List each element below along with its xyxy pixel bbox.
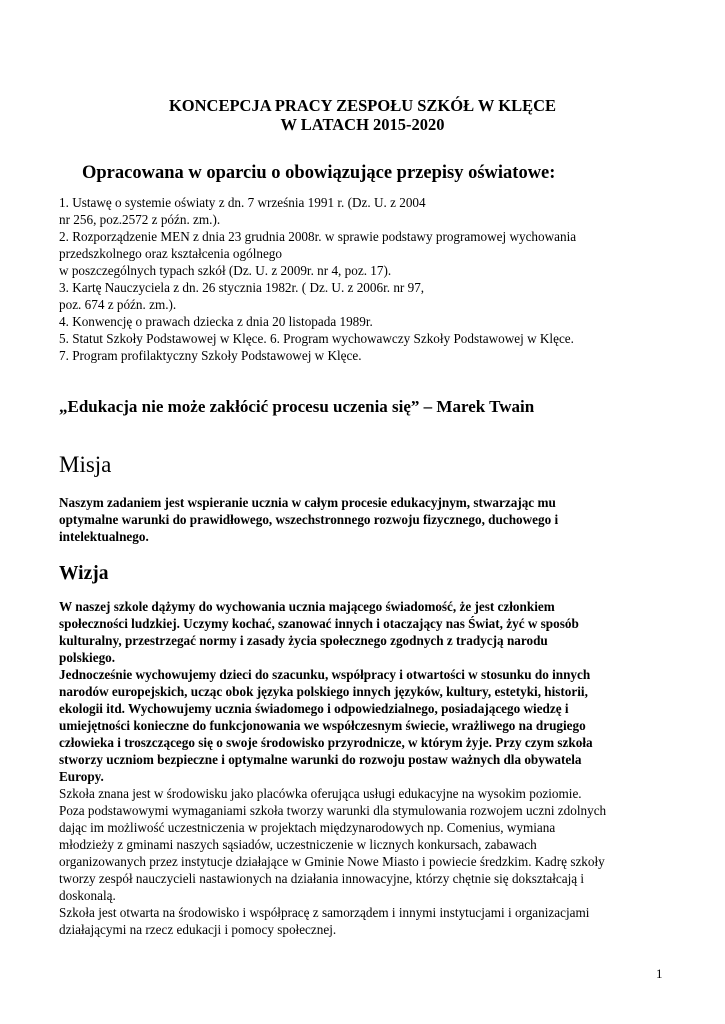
vision-heading: Wizja xyxy=(59,563,109,584)
vision-plain-line: młodzieży z gminami naszych sąsiadów, uczestniczenie w licznych konkursach, zabawach xyxy=(59,837,537,852)
mission-paragraph xyxy=(59,494,558,545)
vision-line: społeczności ludzkiej. Uczymy kochać, szanować innych i otaczający nas Świat, żyć w sposób xyxy=(59,616,579,631)
vision-line: polskiego. xyxy=(59,650,116,665)
mission-line: optymalne warunki do prawidłowego, wszechstronnego rozwoju fizycznego, duchowego i xyxy=(59,512,559,527)
vision-plain-line: działającymi na rzecz edukacji i pomocy społecznej. xyxy=(59,922,337,937)
vision-line: stworzy uczniom bezpieczne i optymalne warunki do rozwoju postaw ważnych dla obywatela xyxy=(59,752,582,767)
legal-basis-list xyxy=(59,194,576,364)
legal-basis-line: nr 256, poz.2572 z późn. zm.). xyxy=(59,212,221,227)
legal-basis-line: 4. Konwencję o prawach dziecka z dnia 20 listopada 1989r. xyxy=(59,314,373,329)
legal-basis-line: przedszkolnego oraz kształcenia ogólnego xyxy=(59,246,282,261)
vision-line: umiejętności konieczne do funkcjonowania we współczesnym świecie, wrażliwego na drugiego xyxy=(59,718,586,733)
legal-basis-line: 2. Rozporządzenie MEN z dnia 23 grudnia 2008r. w sprawie podstawy programowej wychowania xyxy=(59,229,577,244)
vision-plain-line: Szkoła jest otwarta na środowisko i współpracę z samorządem i innymi instytucjami i organizacjami xyxy=(59,905,590,920)
vision-line: ekologii itd. Wychowujemy ucznia świadomego i odpowiedzialnego, posiadającego wiedzę i xyxy=(59,701,569,716)
document-title-line-2: W LATACH 2015-2020 xyxy=(280,115,445,134)
vision-line: Jednocześnie wychowujemy dzieci do szacunku, współpracy i otwartości w stosunku do innych xyxy=(59,667,591,682)
vision-plain-line: tworzy zespół nauczycieli nastawionych na działania innowacyjne, którzy chętnie się dokształcają i xyxy=(59,871,585,886)
legal-basis-line: w poszczególnych typach szkół (Dz. U. z 2009r. nr 4, poz. 17). xyxy=(59,263,392,278)
mission-heading: Misja xyxy=(59,452,112,477)
legal-basis-line: 7. Program profilaktyczny Szkoły Podstawowej w Klęce. xyxy=(59,348,362,363)
legal-basis-line: 1. Ustawę o systemie oświaty z dn. 7 września 1991 r. (Dz. U. z 2004 xyxy=(59,195,426,210)
vision-plain-line: Szkoła znana jest w środowisku jako placówka oferująca usługi edukacyjne na wysokim poziomie. xyxy=(59,786,582,801)
legal-basis-line: 3. Kartę Nauczyciela z dn. 26 stycznia 1982r. ( Dz. U. z 2006r. nr 97, xyxy=(59,280,425,295)
vision-plain-line: doskonalą. xyxy=(59,888,116,903)
page-number: 1 xyxy=(656,966,663,981)
vision-line: Europy. xyxy=(59,769,104,784)
vision-plain-line: organizowanych przez instytucje działające w Gminie Nowe Miasto i powiecie średzkim. Kadrę szkoły xyxy=(59,854,605,869)
legal-basis-heading: Opracowana w oparciu o obowiązujące przepisy oświatowe: xyxy=(82,163,556,183)
vision-line: narodów europejskich, ucząc obok języka polskiego innych języków, kultury, estetyki, historii, xyxy=(59,684,588,699)
document-title-line-1: KONCEPCJA PRACY ZESPOŁU SZKÓŁ W KLĘCE xyxy=(168,96,557,115)
legal-basis-line: 5. Statut Szkoły Podstawowej w Klęce. 6. Program wychowawczy Szkoły Podstawowej w Klęce. xyxy=(59,331,574,346)
vision-plain-paragraph xyxy=(59,785,606,938)
vision-plain-line: Poza podstawowymi wymaganiami szkoła tworzy warunki dla stymulowania rozwojem uczni zdolnych xyxy=(59,803,607,818)
motto-quote: „Edukacja nie może zakłócić procesu uczenia się” – Marek Twain xyxy=(59,397,535,416)
mission-line: Naszym zadaniem jest wspieranie ucznia w całym procesie edukacyjnym, stwarzając mu xyxy=(59,495,556,510)
vision-plain-line: dając im możliwość uczestniczenia w projektach międzynarodowych np. Comenius, wymiana xyxy=(59,820,556,835)
vision-line: W naszej szkole dążymy do wychowania ucznia mającego świadomość, że jest członkiem xyxy=(59,599,555,614)
legal-basis-line: poz. 674 z późn. zm.). xyxy=(59,297,177,312)
vision-line: kulturalny, przestrzegać normy i zasady życia społecznego zgodnych z tradycją narodu xyxy=(59,633,548,648)
mission-line: intelektualnego. xyxy=(59,529,149,544)
vision-line: człowieka i troszczącego się o swoje środowisko przyrodnicze, w którym żyje. Przy czym szkoła xyxy=(59,735,593,750)
vision-bold-paragraph xyxy=(59,598,593,785)
